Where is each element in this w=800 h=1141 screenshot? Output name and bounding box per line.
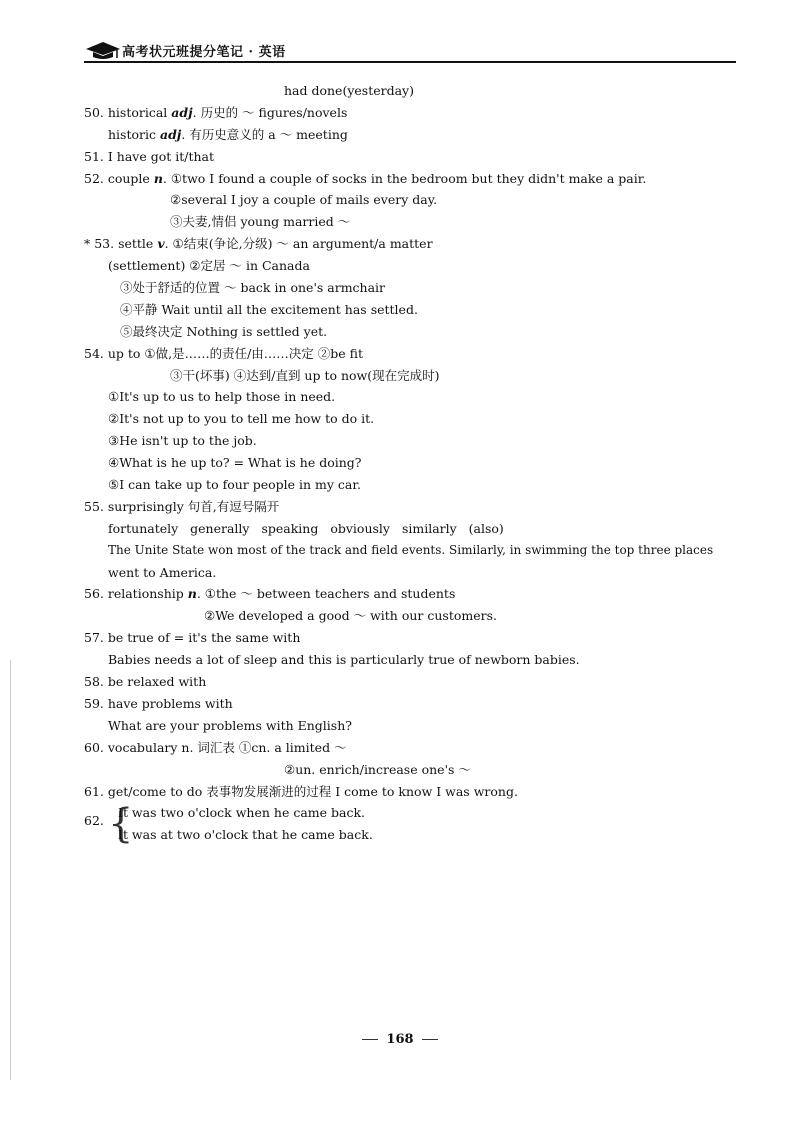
note-text: 56. relationship xyxy=(84,586,188,602)
note-entry-58: 58. be relaxed with xyxy=(84,674,207,690)
note-line: (settlement) ②定居 ～ in Canada xyxy=(108,258,310,274)
part-of-speech: adj xyxy=(159,126,182,142)
note-entry-62 xyxy=(84,802,744,846)
page-header xyxy=(84,34,736,66)
note-line: ③夫妻,情侣 young married ～ xyxy=(170,214,351,230)
note-text: 50. historical xyxy=(84,104,172,120)
note-text: * 53. settle xyxy=(84,236,158,252)
margin-line xyxy=(10,660,11,1080)
note-line: The Unite State won most of the track and field events. Similarly, in swimming the top three places xyxy=(108,542,714,557)
note-entry-56 xyxy=(84,583,744,605)
note-line: ②We developed a good ～ with our customers. xyxy=(204,608,497,624)
note-line: Babies needs a lot of sleep and this is particularly true of newborn babies. xyxy=(108,652,580,668)
note-line: ③处于舒适的位置 ～ back in one's armchair xyxy=(120,280,386,296)
part-of-speech: n xyxy=(187,586,197,602)
brace-glyph: { xyxy=(108,801,134,848)
note-line: It was two o'clock when he came back. xyxy=(118,805,366,821)
note-line xyxy=(84,124,744,146)
note-text: . ①the ～ between teachers and students xyxy=(196,586,456,602)
note-line: ④What is he up to? = What is he doing? xyxy=(108,455,362,471)
note-line: had done(yesterday) xyxy=(284,83,414,98)
note-entry-54: 54. up to ①做,是……的责任/由……决定 ②be fit xyxy=(84,345,363,361)
note-line: fortunately generally speaking obviously similarly (also) xyxy=(108,520,504,536)
part-of-speech: adj xyxy=(171,104,193,120)
note-entry-61: 61. get/come to do 表事物发展渐进的过程 I come to know I was wrong. xyxy=(84,783,518,799)
note-text: . 有历史意义的 a ～ meeting xyxy=(181,126,348,142)
page-number: 168 xyxy=(386,1032,414,1047)
entry-number: 62. xyxy=(84,813,104,829)
brace-lines xyxy=(118,802,373,846)
note-text: 52. couple xyxy=(84,170,154,186)
note-entry-55: 55. surprisingly 句首,有逗号隔开 xyxy=(84,498,280,514)
note-line: ①It's up to us to help those in need. xyxy=(108,389,336,405)
notes-body xyxy=(84,80,744,846)
note-text: . 历史的 ～ figures/novels xyxy=(192,104,348,120)
note-line: ②It's not up to you to tell me how to do it. xyxy=(108,411,375,427)
note-line: ②un. enrich/increase one's ～ xyxy=(284,761,471,777)
page-footer xyxy=(0,1032,800,1047)
note-text: . ①结束(争论,分级) ～ an argument/a matter xyxy=(164,236,433,252)
note-text: . ①two I found a couple of socks in the bedroom but they didn't make a pair. xyxy=(162,170,647,186)
note-entry-57: 57. be true of = it's the same with xyxy=(84,630,301,646)
footer-dash xyxy=(362,1039,378,1040)
footer-dash xyxy=(422,1039,438,1040)
note-line: ⑤I can take up to four people in my car. xyxy=(108,477,361,493)
note-line: It was at two o'clock that he came back. xyxy=(118,827,373,843)
note-entry-59: 59. have problems with xyxy=(84,695,233,711)
part-of-speech: n xyxy=(153,170,163,186)
header-rule xyxy=(84,61,736,63)
note-entry-53 xyxy=(84,233,744,255)
graduation-cap-icon xyxy=(84,40,122,60)
note-line: went to America. xyxy=(108,564,217,580)
note-line: ⑤最终决定 Nothing is settled yet. xyxy=(120,323,328,339)
note-entry-51: 51. I have got it/that xyxy=(84,148,215,164)
note-line: ④平静 Wait until all the excitement has settled. xyxy=(120,301,418,317)
part-of-speech: v xyxy=(157,236,165,252)
note-entry-52 xyxy=(84,168,744,190)
note-entry-60: 60. vocabulary n. 词汇表 ①cn. a limited ～ xyxy=(84,739,347,755)
note-line: ②several I joy a couple of mails every day. xyxy=(170,192,438,208)
header-title: 高考状元班提分笔记 · 英语 xyxy=(122,45,286,60)
note-line: What are your problems with English? xyxy=(108,717,352,733)
note-line: ③He isn't up to the job. xyxy=(108,433,257,449)
note-line: ③干(坏事) ④达到/直到 up to now(现在完成时) xyxy=(170,367,440,383)
note-entry-50 xyxy=(84,102,744,124)
note-text: historic xyxy=(108,126,160,142)
